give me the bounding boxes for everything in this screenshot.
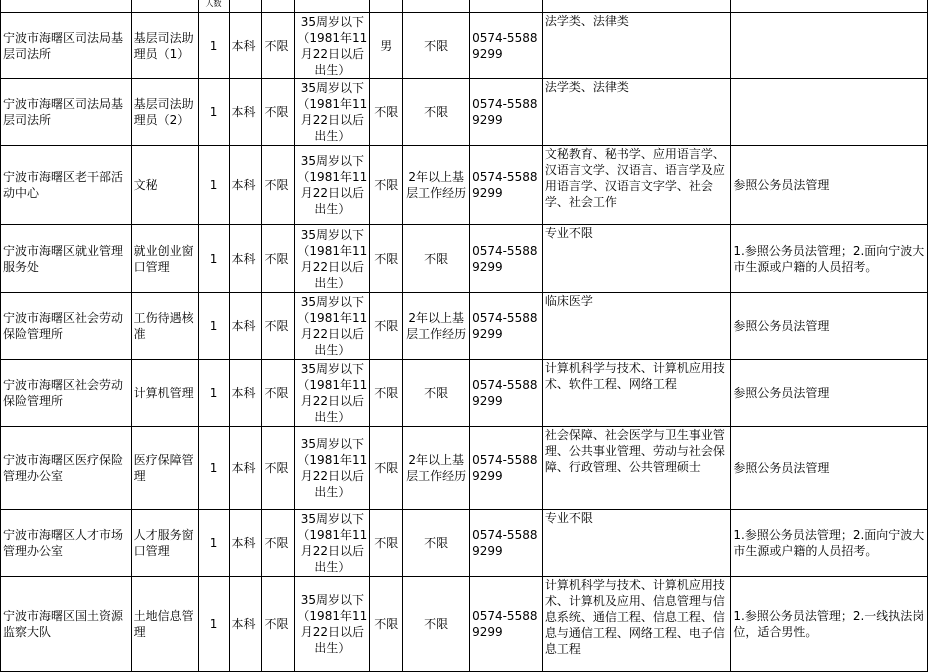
table-row (1, 146, 928, 225)
gender-cell: 不限 (370, 510, 403, 577)
education-cell: 本科 (229, 510, 262, 577)
phone-cell: 0574-55889299 (470, 427, 543, 510)
header-cell (542, 0, 731, 13)
headcount-cell: 1 (198, 146, 229, 225)
experience-cell: 不限 (403, 510, 470, 577)
note-cell: 1.参照公务员法管理；2.面向宁波大市生源或户籍的人员招考。 (731, 225, 928, 293)
age-requirement-cell: 35周岁以下（1981年11月22日以后出生） (295, 577, 370, 672)
gender-cell: 不限 (370, 225, 403, 293)
degree-cell: 不限 (262, 146, 295, 225)
department-cell: 宁波市海曙区就业管理服务处 (1, 225, 132, 293)
header-cell (403, 0, 470, 13)
age-requirement-cell: 35周岁以下（1981年11月22日以后出生） (295, 225, 370, 293)
department-cell: 宁波市海曙区国土资源监察大队 (1, 577, 132, 672)
position-cell: 就业创业窗口管理 (131, 225, 198, 293)
table-row (1, 13, 928, 79)
education-cell: 本科 (229, 427, 262, 510)
major-cell: 计算机科学与技术、计算机应用技术、软件工程、网络工程 (542, 360, 731, 427)
header-cell (295, 0, 370, 13)
note-cell: 参照公务员法管理 (731, 360, 928, 427)
note-cell: 1.参照公务员法管理；2.面向宁波大市生源或户籍的人员招考。 (731, 510, 928, 577)
age-requirement-cell: 35周岁以下（1981年11月22日以后出生） (295, 360, 370, 427)
headcount-cell: 1 (198, 79, 229, 146)
age-requirement-cell: 35周岁以下（1981年11月22日以后出生） (295, 427, 370, 510)
phone-cell: 0574-55889299 (470, 293, 543, 360)
table-row (1, 225, 928, 293)
education-cell: 本科 (229, 360, 262, 427)
headcount-cell: 1 (198, 510, 229, 577)
experience-cell: 不限 (403, 360, 470, 427)
header-cell (1, 0, 132, 13)
position-cell: 文秘 (131, 146, 198, 225)
gender-cell: 不限 (370, 360, 403, 427)
degree-cell: 不限 (262, 293, 295, 360)
experience-cell: 2年以上基层工作经历 (403, 427, 470, 510)
phone-cell: 0574-55889299 (470, 577, 543, 672)
header-cell (131, 0, 198, 13)
table-row (1, 293, 928, 360)
headcount-cell: 1 (198, 293, 229, 360)
education-cell: 本科 (229, 79, 262, 146)
position-cell: 医疗保障管理 (131, 427, 198, 510)
header-cell-count: 人数 (198, 0, 229, 13)
department-cell: 宁波市海曙区社会劳动保险管理所 (1, 293, 132, 360)
department-cell: 宁波市海曙区老干部活动中心 (1, 146, 132, 225)
position-cell: 工伤待遇核准 (131, 293, 198, 360)
note-cell: 参照公务员法管理 (731, 427, 928, 510)
experience-cell: 不限 (403, 13, 470, 79)
degree-cell: 不限 (262, 510, 295, 577)
note-cell: 参照公务员法管理 (731, 146, 928, 225)
table-row (1, 79, 928, 146)
table-row (1, 577, 928, 672)
phone-cell: 0574-55889299 (470, 79, 543, 146)
table-row (1, 360, 928, 427)
department-cell: 宁波市海曙区医疗保险管理办公室 (1, 427, 132, 510)
phone-cell: 0574-55889299 (470, 13, 543, 79)
table-row (1, 510, 928, 577)
degree-cell: 不限 (262, 225, 295, 293)
note-cell: 1.参照公务员法管理；2.一线执法岗位，适合男性。 (731, 577, 928, 672)
phone-cell: 0574-55889299 (470, 510, 543, 577)
education-cell: 本科 (229, 577, 262, 672)
experience-cell: 不限 (403, 225, 470, 293)
degree-cell: 不限 (262, 577, 295, 672)
major-cell: 法学类、法律类 (542, 79, 731, 146)
experience-cell: 不限 (403, 577, 470, 672)
header-cell (262, 0, 295, 13)
department-cell: 宁波市海曙区司法局基层司法所 (1, 79, 132, 146)
gender-cell: 不限 (370, 577, 403, 672)
note-cell: 参照公务员法管理 (731, 293, 928, 360)
headcount-cell: 1 (198, 360, 229, 427)
age-requirement-cell: 35周岁以下（1981年11月22日以后出生） (295, 146, 370, 225)
position-cell: 基层司法助理员（1） (131, 13, 198, 79)
position-cell: 土地信息管理 (131, 577, 198, 672)
header-row-fragment (1, 0, 928, 13)
table-row (1, 427, 928, 510)
gender-cell: 不限 (370, 146, 403, 225)
education-cell: 本科 (229, 146, 262, 225)
degree-cell: 不限 (262, 13, 295, 79)
age-requirement-cell: 35周岁以下（1981年11月22日以后出生） (295, 293, 370, 360)
position-cell: 人才服务窗口管理 (131, 510, 198, 577)
gender-cell: 不限 (370, 293, 403, 360)
age-requirement-cell: 35周岁以下（1981年11月22日以后出生） (295, 510, 370, 577)
major-cell: 社会保障、社会医学与卫生事业管理、公共事业管理、劳动与社会保障、行政管理、公共管理硕士 (542, 427, 731, 510)
degree-cell: 不限 (262, 79, 295, 146)
education-cell: 本科 (229, 225, 262, 293)
phone-cell: 0574-55889299 (470, 360, 543, 427)
headcount-cell: 1 (198, 225, 229, 293)
header-cell (229, 0, 262, 13)
department-cell: 宁波市海曙区司法局基层司法所 (1, 13, 132, 79)
position-cell: 计算机管理 (131, 360, 198, 427)
degree-cell: 不限 (262, 360, 295, 427)
note-cell (731, 79, 928, 146)
department-cell: 宁波市海曙区社会劳动保险管理所 (1, 360, 132, 427)
header-cell (370, 0, 403, 13)
major-cell: 法学类、法律类 (542, 13, 731, 79)
phone-cell: 0574-55889299 (470, 225, 543, 293)
phone-cell: 0574-55889299 (470, 146, 543, 225)
gender-cell: 男 (370, 13, 403, 79)
age-requirement-cell: 35周岁以下（1981年11月22日以后出生） (295, 13, 370, 79)
experience-cell: 不限 (403, 79, 470, 146)
major-cell: 文秘教育、秘书学、应用语言学、汉语言文学、汉语言、语言学及应用语言学、汉语言文字学、社会学、社会工作 (542, 146, 731, 225)
headcount-cell: 1 (198, 577, 229, 672)
position-cell: 基层司法助理员（2） (131, 79, 198, 146)
department-cell: 宁波市海曙区人才市场管理办公室 (1, 510, 132, 577)
gender-cell: 不限 (370, 79, 403, 146)
headcount-cell: 1 (198, 13, 229, 79)
education-cell: 本科 (229, 13, 262, 79)
gender-cell: 不限 (370, 427, 403, 510)
age-requirement-cell: 35周岁以下（1981年11月22日以后出生） (295, 79, 370, 146)
major-cell: 计算机科学与技术、计算机应用技术、计算机及应用、信息管理与信息系统、通信工程、信息工程、信息与通信工程、网络工程、电子信息工程 (542, 577, 731, 672)
note-cell (731, 13, 928, 79)
header-cell (470, 0, 543, 13)
major-cell: 专业不限 (542, 225, 731, 293)
header-cell (731, 0, 928, 13)
major-cell: 临床医学 (542, 293, 731, 360)
experience-cell: 2年以上基层工作经历 (403, 146, 470, 225)
degree-cell: 不限 (262, 427, 295, 510)
headcount-cell: 1 (198, 427, 229, 510)
experience-cell: 2年以上基层工作经历 (403, 293, 470, 360)
education-cell: 本科 (229, 293, 262, 360)
major-cell: 专业不限 (542, 510, 731, 577)
